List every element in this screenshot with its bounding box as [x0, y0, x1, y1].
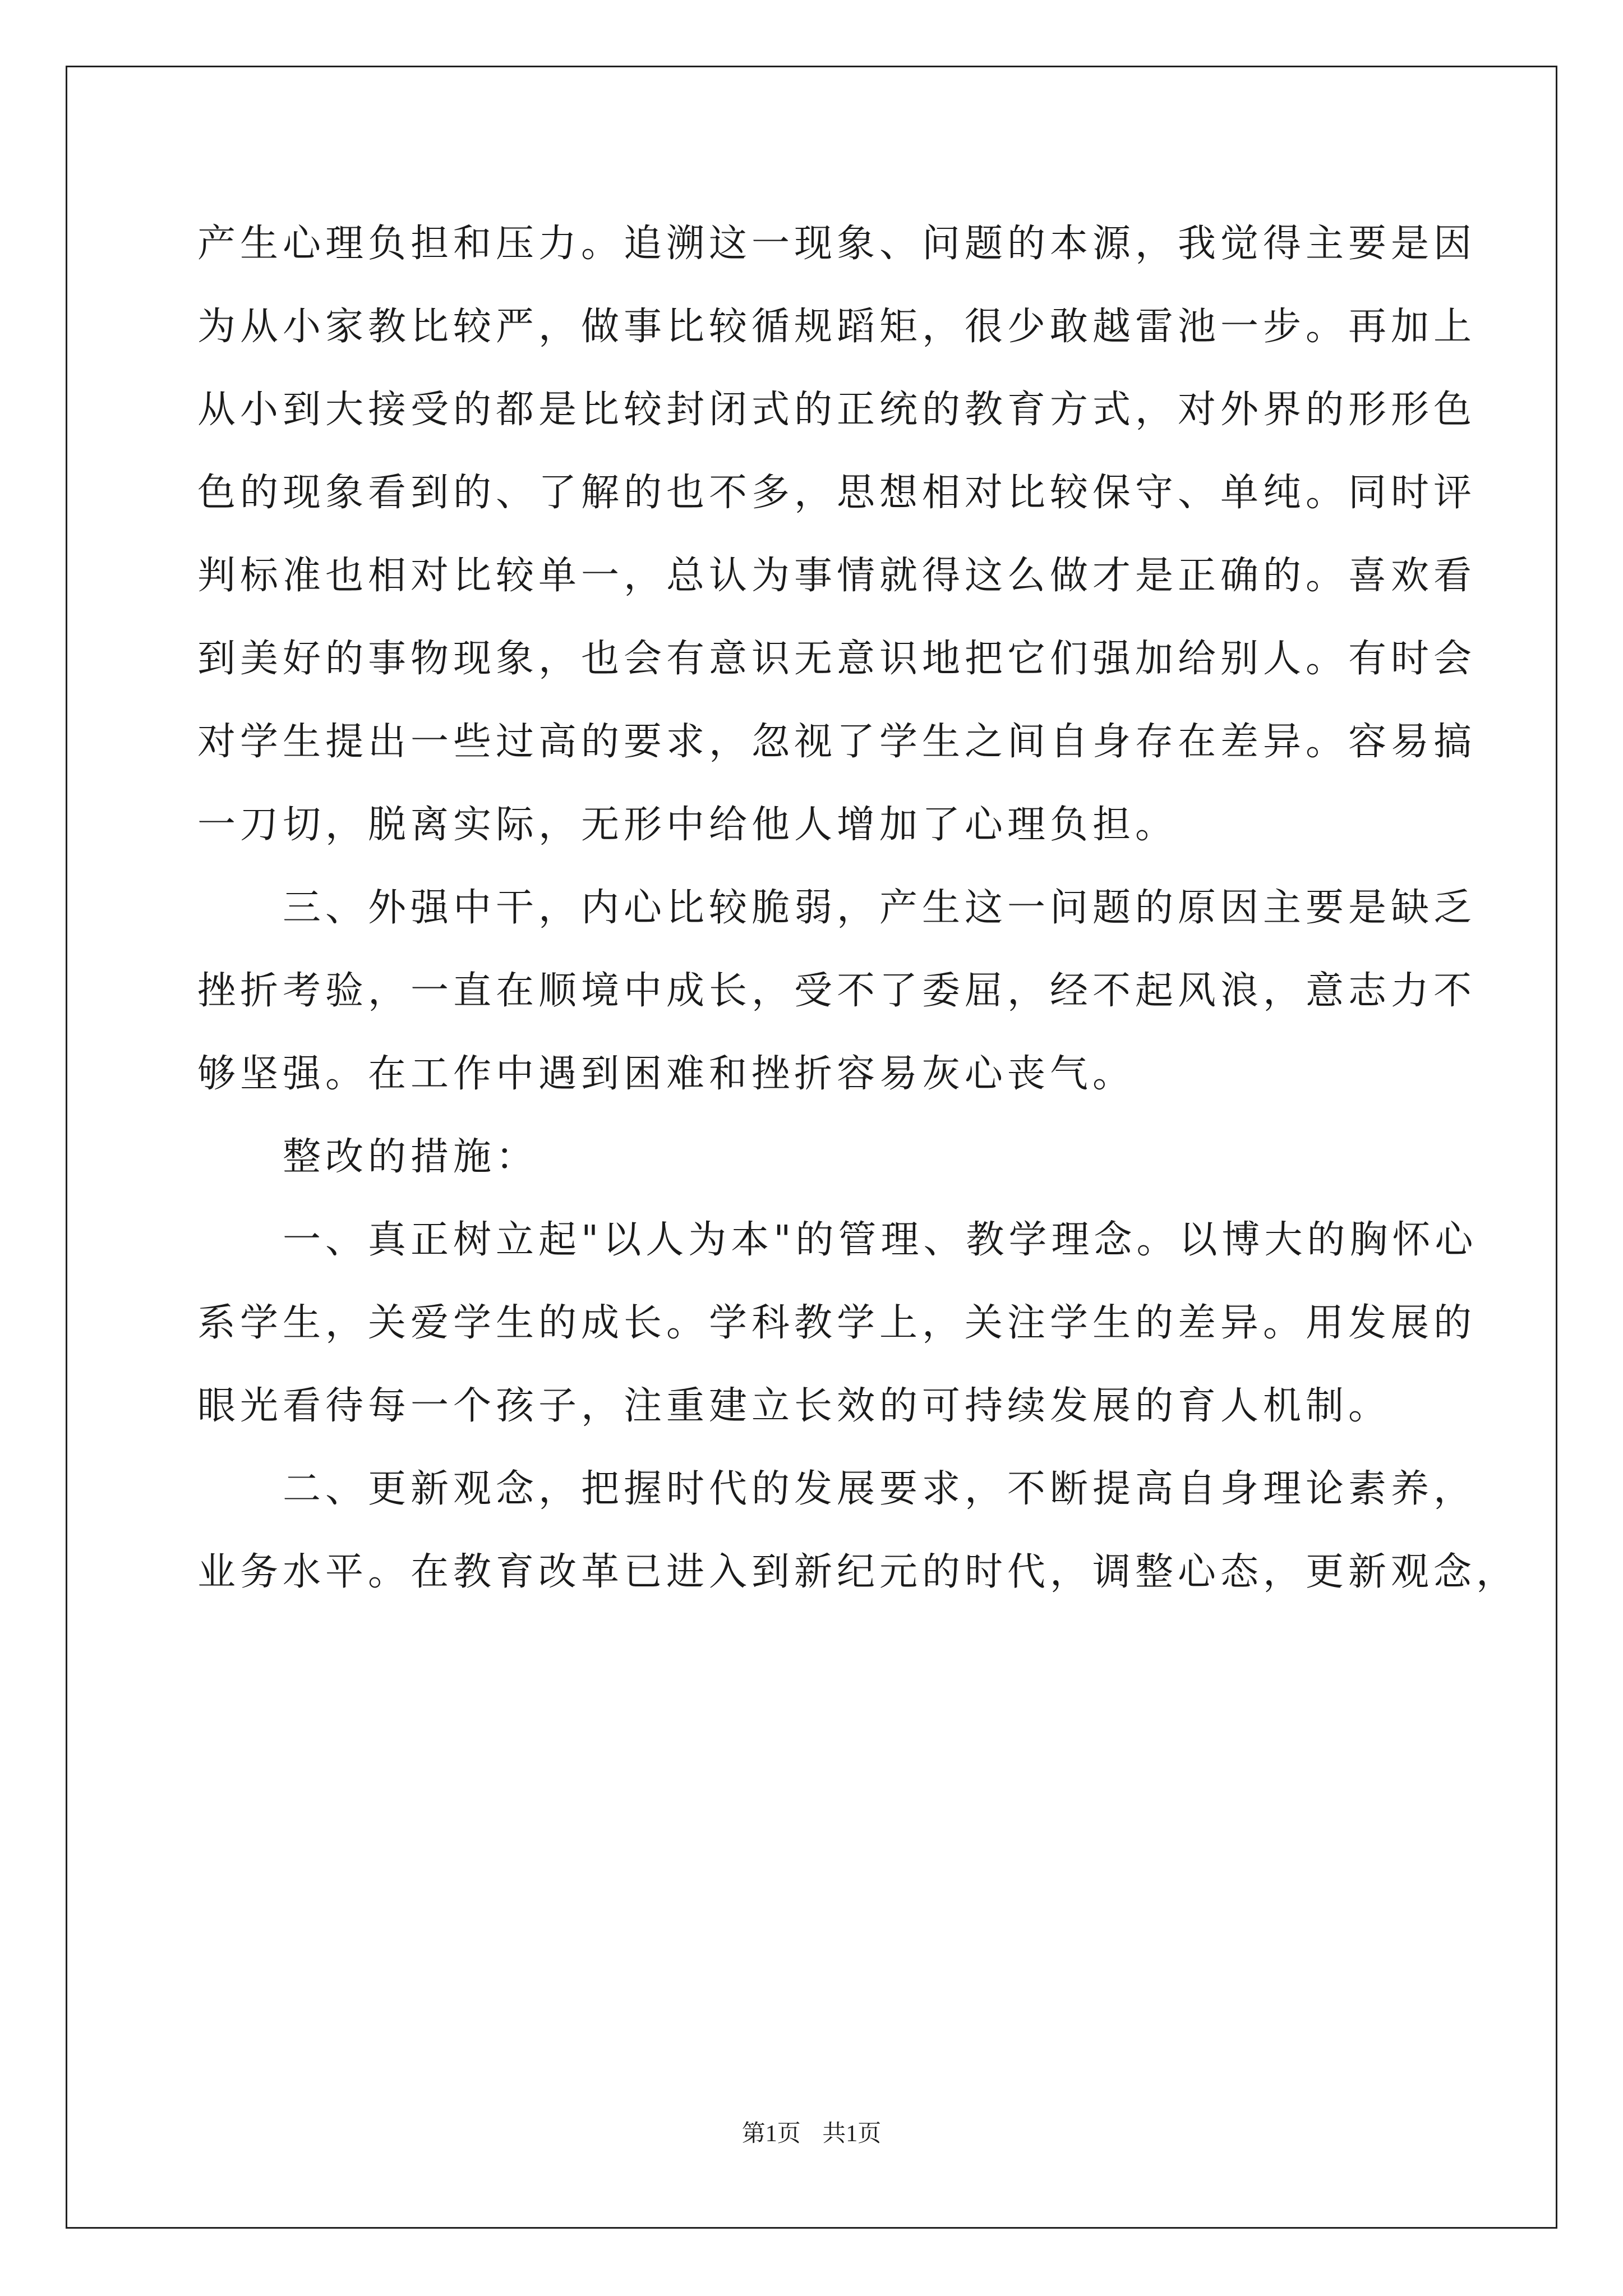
text-line: 判标准也相对比较单一，总认为事情就得这么做才是正确的。喜欢看 — [197, 554, 1477, 598]
text-line: 三、外强中干，内心比较脆弱，产生这一问题的原因主要是缺乏 — [283, 886, 1477, 930]
text-line: 一刀切，脱离实际，无形中给他人增加了心理负担。 — [197, 803, 1178, 847]
text-line: 够坚强。在工作中遇到困难和挫折容易灰心丧气。 — [197, 1052, 1136, 1096]
page-number: 第1页 — [741, 2121, 801, 2147]
text-line: 业务水平。在教育改革已进入到新纪元的时代，调整心态，更新观念， — [197, 1550, 1519, 1594]
text-line: 眼光看待每一个孩子，注重建立长效的可持续发展的育人机制。 — [197, 1384, 1391, 1428]
text-line: 系学生，关爱学生的成长。学科教学上，关注学生的差异。用发展的 — [197, 1301, 1477, 1345]
text-line: 一、真正树立起"以人为本"的管理、教学理念。以博大的胸怀心 — [283, 1218, 1478, 1262]
text-line: 产生心理负担和压力。追溯这一现象、问题的本源，我觉得主要是因 — [197, 222, 1477, 266]
document-body — [197, 213, 1519, 1625]
text-line: 色的现象看到的、了解的也不多，思想相对比较保守、单纯。同时评 — [197, 471, 1477, 515]
text-line: 二、更新观念，把握时代的发展要求，不断提高自身理论素养， — [283, 1467, 1477, 1511]
page-footer — [0, 2115, 1623, 2148]
text-line: 挫折考验，一直在顺境中成长，受不了委屈，经不起风浪，意志力不 — [197, 969, 1477, 1013]
text-line: 从小到大接受的都是比较封闭式的正统的教育方式，对外界的形形色 — [197, 388, 1477, 432]
text-line: 到美好的事物现象，也会有意识无意识地把它们强加给别人。有时会 — [197, 637, 1477, 681]
text-line: 对学生提出一些过高的要求，忽视了学生之间自身存在差异。容易搞 — [197, 720, 1477, 764]
text-line: 为从小家教比较严，做事比较循规蹈矩，很少敢越雷池一步。再加上 — [197, 305, 1477, 349]
page-total: 共1页 — [822, 2121, 882, 2147]
section-heading: 整改的措施： — [283, 1135, 539, 1179]
